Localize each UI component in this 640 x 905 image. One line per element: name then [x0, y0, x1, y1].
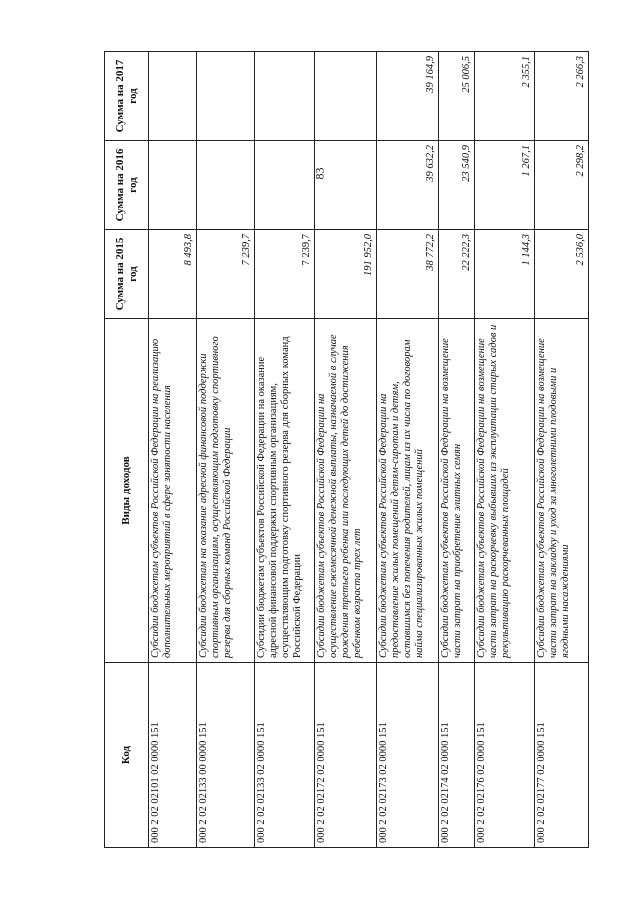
row-2015: 1 144,3	[475, 230, 535, 319]
row-code: 000 2 02 02172 02 0000 151	[315, 663, 377, 848]
row-2016	[312, 141, 377, 230]
row-name: Субсидии бюджетам на оказание адресной финансовой поддержки спортивным организациям, осуществляющим подготовку спортивного резерва для сборных команд Российской Федерации	[197, 319, 255, 663]
row-name: Субсидии бюджетам субъектов Российской Федерации на осуществление ежемесячной денежной выплаты, назначаемой в случае рождения третьего ребенка или последующих детей до достижения ребенком возраста трех лет	[315, 319, 377, 663]
row-2017	[149, 52, 197, 141]
row-2016: 2 298,2	[535, 141, 589, 230]
header-code: Код	[105, 663, 149, 848]
row-code: 000 2 02 02133 02 0000 151	[255, 663, 315, 848]
row-2017: 25 006,5	[439, 52, 475, 141]
row-2016: 1 267,1	[475, 141, 535, 230]
row-2015: 7 239,7	[255, 230, 315, 319]
row-2015: 2 536,0	[535, 230, 589, 319]
header-2016: Сумма на 2016 год	[105, 141, 149, 230]
row-2015: 191 952,0	[315, 230, 377, 319]
row-2017	[255, 52, 315, 141]
table-row	[197, 52, 255, 848]
row-2015: 38 772,2	[377, 230, 439, 319]
header-2015: Сумма на 2015 год	[105, 230, 149, 319]
row-2016	[197, 141, 255, 230]
row-2016	[149, 141, 197, 230]
row-code: 000 2 02 02173 02 0000 151	[377, 663, 439, 848]
row-2017: 2 266,3	[535, 52, 589, 141]
row-code: 000 2 02 02101 02 0000 151	[149, 663, 197, 848]
row-2016: 39 632,2	[377, 141, 439, 230]
row-name: Субсидии бюджетам субъектов Российской Федерации на возмещение части затрат на приобретение элитных семян	[439, 319, 475, 663]
row-2015: 7 239,7	[197, 230, 255, 319]
page-number-text: 83	[312, 167, 327, 179]
row-name: Субсидии бюджетам субъектов Российской Федерации на возмещение части затрат на раскорчевку выбывших из эксплуатации старых садов и рекультивацию раскорчеванных площадей	[475, 319, 535, 663]
table-row	[475, 52, 535, 848]
row-2015: 22 222,3	[439, 230, 475, 319]
header-2017: Сумма на 2017 год	[105, 52, 149, 141]
rotated-table-wrapper	[104, 52, 586, 848]
row-2016	[255, 141, 315, 230]
row-2017	[315, 52, 377, 141]
table-row	[149, 52, 197, 848]
row-code: 000 2 02 02176 02 0000 151	[475, 663, 535, 848]
row-2017	[197, 52, 255, 141]
row-code: 000 2 02 02174 02 0000 151	[439, 663, 475, 848]
revenue-table	[104, 51, 589, 848]
row-2015: 8 493,8	[149, 230, 197, 319]
table-row	[535, 52, 589, 848]
row-2016: 23 540,9	[439, 141, 475, 230]
row-code: 000 2 02 02133 00 0000 151	[197, 663, 255, 848]
row-name: Субсидии бюджетам субъектов Российской Федерации на возмещение части затрат на закладку и уход за многолетними плодовыми и ягодными насаждениями	[535, 319, 589, 663]
row-name: Субсидии бюджетам субъектов Российской Федерации на реализацию дополнительных мероприятий в сфере занятости населения	[149, 319, 197, 663]
row-name: Субсидии бюджетам субъектов Российской Федерации на оказание адресной финансовой поддержки спортивным организациям, осуществляющим подготовку спортивного резерва для сборных команд Российской Федерации	[255, 319, 315, 663]
row-code: 000 2 02 02177 02 0000 151	[535, 663, 589, 848]
row-name: Субсидии бюджетам субъектов Российской Федерации на предоставление жилых помещений детям-сиротам и детям, оставшимся без попечения родителей, лицам из их числа по договорам найма специализированных жилых помещений	[377, 319, 439, 663]
table-row	[439, 52, 475, 848]
table-row	[377, 52, 439, 848]
header-row	[105, 52, 149, 848]
table-row	[255, 52, 315, 848]
row-2017: 2 355,1	[475, 52, 535, 141]
header-name: Виды доходов	[105, 319, 149, 663]
table-row	[315, 52, 377, 848]
row-2017: 39 164,9	[377, 52, 439, 141]
